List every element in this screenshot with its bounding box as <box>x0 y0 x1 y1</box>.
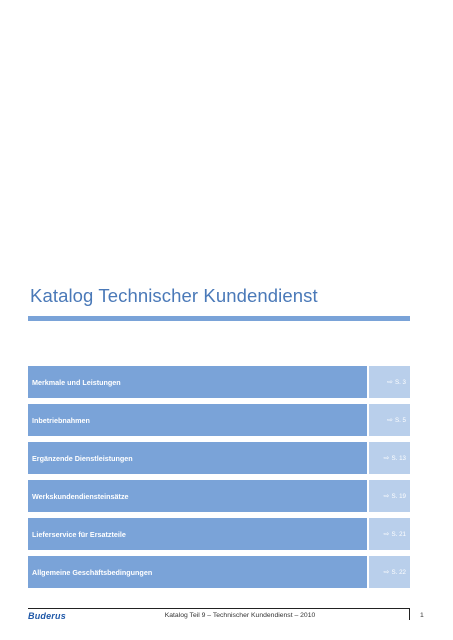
toc-page-number: S. 3 <box>394 378 406 386</box>
title-underline-bar <box>28 316 410 321</box>
toc-entry-label: Merkmale und Leistungen <box>28 366 367 398</box>
right-arrow-icon: ⇨ <box>387 378 393 386</box>
right-arrow-icon: ⇨ <box>383 530 390 538</box>
toc-entry-lieferservice[interactable] <box>28 518 410 550</box>
toc-entry-ergaenzende-dienstleistungen[interactable] <box>28 442 410 474</box>
toc-page-number: S. 5 <box>394 416 406 424</box>
table-of-contents <box>28 366 410 594</box>
toc-page-ref <box>369 366 410 398</box>
toc-entry-label: Inbetriebnahmen <box>28 404 367 436</box>
footer-caption: Katalog Teil 9 – Technischer Kundendienst – 2010 <box>164 612 316 619</box>
toc-entry-inbetriebnahmen[interactable] <box>28 404 410 436</box>
right-arrow-icon: ⇨ <box>383 568 390 576</box>
toc-page-ref <box>369 518 410 550</box>
right-arrow-icon: ⇨ <box>383 492 390 500</box>
toc-page-ref <box>369 556 410 588</box>
footer-tick-mark <box>409 608 410 620</box>
right-arrow-icon: ⇨ <box>387 416 393 424</box>
toc-entry-label: Werkskundendiensteinsätze <box>28 480 367 512</box>
toc-entry-label: Allgemeine Geschäftsbedingungen <box>28 556 367 588</box>
toc-page-number: S. 13 <box>391 454 406 462</box>
toc-page-ref <box>369 442 410 474</box>
footer-rule <box>28 608 410 609</box>
toc-page-ref <box>369 480 410 512</box>
toc-entry-label: Lieferservice für Ersatzteile <box>28 518 367 550</box>
toc-page-number: S. 21 <box>391 530 406 538</box>
toc-entry-werkskundendiensteinsaetze[interactable] <box>28 480 410 512</box>
document-title: Katalog Technischer Kundendienst <box>30 285 318 306</box>
right-arrow-icon: ⇨ <box>383 454 390 462</box>
toc-entry-merkmale[interactable] <box>28 366 410 398</box>
toc-page-number: S. 22 <box>391 568 406 576</box>
toc-entry-agb[interactable] <box>28 556 410 588</box>
toc-page-number: S. 19 <box>391 492 406 500</box>
page-number: 1 <box>420 612 424 619</box>
buderus-logo: Buderus <box>28 611 66 621</box>
toc-page-ref <box>369 404 410 436</box>
toc-entry-label: Ergänzende Dienstleistungen <box>28 442 367 474</box>
